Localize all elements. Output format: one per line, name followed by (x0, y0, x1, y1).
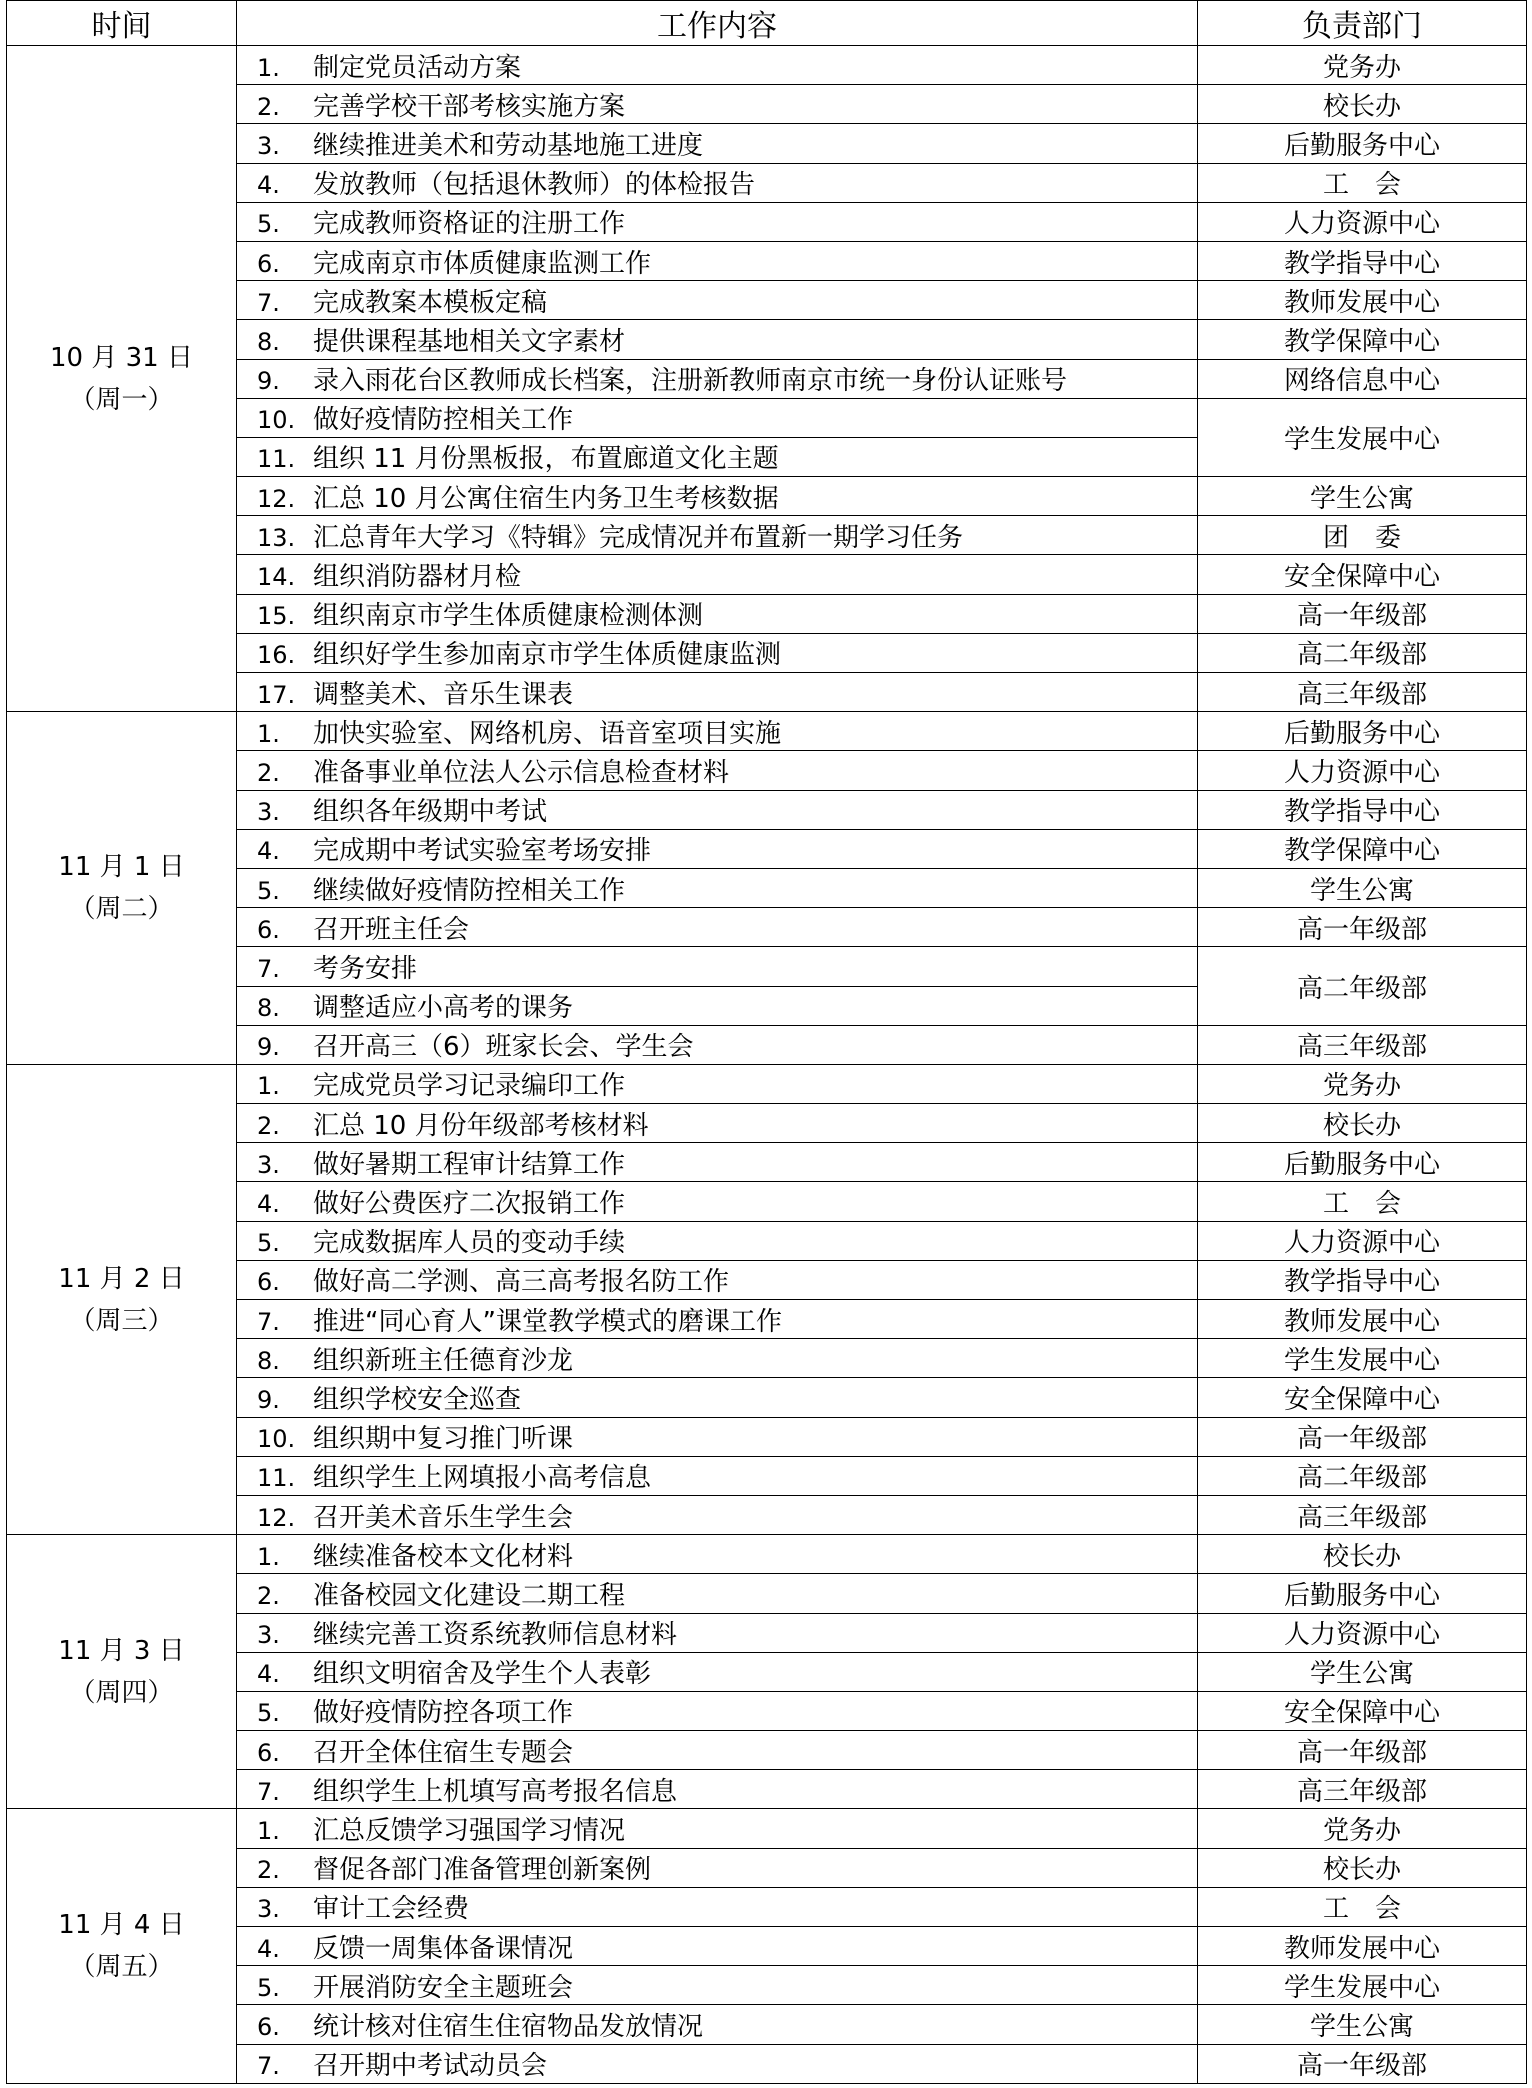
task-text: 汇总反馈学习强国学习情况 (313, 1816, 626, 1847)
task-number: 1. (257, 1542, 280, 1571)
task-number: 7. (257, 954, 280, 983)
task-cell (237, 202, 1198, 241)
task-number: 5. (257, 1229, 280, 1258)
task-cell (237, 947, 1198, 986)
task-text: 召开期中考试动员会 (313, 2051, 548, 2082)
task-text: 提供课程基地相关文字素材 (313, 326, 626, 357)
task-cell (237, 1025, 1198, 1064)
task-number: 4. (257, 837, 280, 866)
dept-cell: 高三年级部 (1198, 1495, 1527, 1534)
task-cell (237, 1143, 1198, 1182)
task-text: 组织学生上网填报小高考信息 (313, 1463, 652, 1494)
dept-cell: 高二年级部 (1198, 1456, 1527, 1495)
task-cell (237, 868, 1198, 907)
task-cell (237, 1260, 1198, 1299)
task-text: 调整美术、音乐生课表 (313, 679, 574, 710)
task-number: 6. (257, 1268, 280, 1297)
task-cell (237, 1182, 1198, 1221)
task-cell (237, 163, 1198, 202)
task-text: 组织 11 月份黑板报，布置廊道文化主题 (313, 444, 779, 475)
date-cell (7, 712, 237, 1065)
task-text: 组织新班主任德育沙龙 (313, 1345, 574, 1376)
task-text: 完成期中考试实验室考场安排 (313, 836, 652, 867)
schedule-table (6, 0, 1527, 2084)
task-cell (237, 1064, 1198, 1103)
task-text: 推进“同心育人”课堂教学模式的磨课工作 (313, 1306, 782, 1337)
task-text: 完成教案本模板定稿 (313, 287, 548, 318)
task-cell (237, 2005, 1198, 2044)
task-text: 召开美术音乐生学生会 (313, 1502, 574, 1533)
task-text: 组织学生上机填写高考报名信息 (313, 1776, 678, 1807)
task-number: 9. (257, 1033, 280, 1062)
task-number: 2. (257, 758, 280, 787)
task-cell (237, 790, 1198, 829)
dept-cell: 教学指导中心 (1198, 790, 1527, 829)
dept-cell: 高一年级部 (1198, 1417, 1527, 1456)
dept-cell: 后勤服务中心 (1198, 124, 1527, 163)
task-text: 组织消防器材月检 (313, 562, 522, 593)
dept-cell: 教学指导中心 (1198, 1260, 1527, 1299)
dept-cell: 安全保障中心 (1198, 1691, 1527, 1730)
task-cell (237, 1339, 1198, 1378)
task-text: 开展消防安全主题班会 (313, 1972, 574, 2003)
task-text: 完成南京市体质健康监测工作 (313, 248, 652, 279)
task-number: 8. (257, 1346, 280, 1375)
dept-cell: 党务办 (1198, 46, 1527, 85)
weekday-label: （周三） (69, 1305, 174, 1336)
dept-cell: 教学指导中心 (1198, 241, 1527, 280)
task-text: 统计核对住宿生住宿物品发放情况 (313, 2011, 704, 2042)
task-cell (237, 1770, 1198, 1809)
task-text: 组织文明宿舍及学生个人表彰 (313, 1659, 652, 1690)
task-cell (237, 751, 1198, 790)
task-number: 12. (257, 484, 296, 513)
dept-cell: 教师发展中心 (1198, 1300, 1527, 1339)
task-number: 17. (257, 680, 296, 709)
date-cell (7, 1535, 237, 1809)
task-number: 5. (257, 1699, 280, 1728)
task-text: 做好暑期工程审计结算工作 (313, 1149, 626, 1180)
task-number: 7. (257, 288, 280, 317)
task-text: 反馈一周集体备课情况 (313, 1933, 574, 1964)
task-cell (237, 281, 1198, 320)
task-number: 5. (257, 876, 280, 905)
dept-cell: 安全保障中心 (1198, 555, 1527, 594)
task-text: 加快实验室、网络机房、语音室项目实施 (313, 718, 782, 749)
task-text: 汇总 10 月公寓住宿生内务卫生考核数据 (313, 483, 779, 514)
task-cell (237, 1848, 1198, 1887)
dept-cell: 高二年级部 (1198, 633, 1527, 672)
task-cell (237, 1417, 1198, 1456)
table-row (7, 1535, 1527, 1574)
task-cell (237, 594, 1198, 633)
task-number: 7. (257, 1307, 280, 1336)
task-number: 3. (257, 1621, 280, 1650)
date-label: 10 月 31 日 (50, 342, 193, 373)
task-number: 2. (257, 1581, 280, 1610)
task-number: 10. (257, 406, 296, 435)
task-cell (237, 1456, 1198, 1495)
dept-cell: 高三年级部 (1198, 1770, 1527, 1809)
dept-cell: 高一年级部 (1198, 1731, 1527, 1770)
dept-cell: 高三年级部 (1198, 1025, 1527, 1064)
task-cell (237, 1221, 1198, 1260)
task-text: 召开班主任会 (313, 914, 470, 945)
table-row (7, 46, 1527, 85)
dept-cell: 教师发展中心 (1198, 281, 1527, 320)
task-number: 6. (257, 915, 280, 944)
task-number: 1. (257, 1072, 280, 1101)
task-cell (237, 1691, 1198, 1730)
dept-cell: 安全保障中心 (1198, 1378, 1527, 1417)
task-number: 12. (257, 1503, 296, 1532)
task-text: 督促各部门准备管理创新案例 (313, 1855, 652, 1886)
task-cell (237, 1495, 1198, 1534)
task-text: 组织南京市学生体质健康检测体测 (313, 601, 704, 632)
task-number: 1. (257, 719, 280, 748)
task-number: 16. (257, 641, 296, 670)
dept-cell: 学生公寓 (1198, 868, 1527, 907)
task-number: 3. (257, 1895, 280, 1924)
task-cell (237, 1887, 1198, 1926)
task-cell (237, 986, 1198, 1025)
dept-cell: 高三年级部 (1198, 673, 1527, 712)
header-content: 工作内容 (237, 1, 1198, 46)
task-number: 4. (257, 1934, 280, 1963)
task-number: 11. (257, 1464, 296, 1493)
task-cell (237, 437, 1198, 476)
task-number: 7. (257, 1777, 280, 1806)
task-cell (237, 1809, 1198, 1848)
weekday-label: （周二） (69, 894, 174, 925)
task-number: 4. (257, 1190, 280, 1219)
task-number: 6. (257, 249, 280, 278)
task-text: 完成教师资格证的注册工作 (313, 209, 626, 240)
task-cell (237, 359, 1198, 398)
task-number: 11. (257, 445, 296, 474)
task-cell (237, 1966, 1198, 2005)
date-label: 11 月 2 日 (58, 1263, 185, 1294)
task-text: 继续做好疫情防控相关工作 (313, 875, 626, 906)
task-cell (237, 712, 1198, 751)
schedule-body (7, 46, 1527, 2084)
task-number: 1. (257, 1817, 280, 1846)
header-dept: 负责部门 (1198, 1, 1527, 46)
dept-cell: 高一年级部 (1198, 2044, 1527, 2083)
dept-cell: 高一年级部 (1198, 594, 1527, 633)
task-cell (237, 1927, 1198, 1966)
task-number: 2. (257, 1111, 280, 1140)
task-cell (237, 46, 1198, 85)
task-number: 15. (257, 602, 296, 631)
task-text: 做好疫情防控相关工作 (313, 405, 574, 436)
dept-cell: 党务办 (1198, 1064, 1527, 1103)
task-number: 5. (257, 1973, 280, 2002)
task-text: 完成党员学习记录编印工作 (313, 1071, 626, 1102)
task-cell (237, 477, 1198, 516)
header-time: 时间 (7, 1, 237, 46)
dept-cell: 工 会 (1198, 163, 1527, 202)
weekday-label: （周四） (69, 1677, 174, 1708)
task-number: 13. (257, 523, 296, 552)
task-cell (237, 124, 1198, 163)
task-text: 汇总 10 月份年级部考核材料 (313, 1110, 649, 1141)
dept-cell: 校长办 (1198, 1535, 1527, 1574)
task-text: 组织学校安全巡查 (313, 1384, 522, 1415)
task-cell (237, 1652, 1198, 1691)
dept-cell: 网络信息中心 (1198, 359, 1527, 398)
task-number: 8. (257, 994, 280, 1023)
date-cell (7, 46, 237, 712)
dept-cell: 教学保障中心 (1198, 320, 1527, 359)
task-number: 4. (257, 171, 280, 200)
task-cell (237, 1378, 1198, 1417)
task-text: 考务安排 (313, 953, 418, 984)
task-number: 1. (257, 53, 280, 82)
dept-cell: 教学保障中心 (1198, 829, 1527, 868)
dept-cell: 工 会 (1198, 1887, 1527, 1926)
task-text: 继续准备校本文化材料 (313, 1541, 574, 1572)
task-text: 召开全体住宿生专题会 (313, 1737, 574, 1768)
header-row (7, 1, 1527, 46)
task-cell (237, 633, 1198, 672)
task-cell (237, 673, 1198, 712)
dept-cell: 后勤服务中心 (1198, 1143, 1527, 1182)
weekday-label: （周一） (69, 384, 174, 415)
task-text: 调整适应小高考的课务 (313, 993, 574, 1024)
dept-cell: 校长办 (1198, 1104, 1527, 1143)
weekday-label: （周五） (69, 1952, 174, 1983)
task-text: 召开高三（6）班家长会、学生会 (313, 1032, 694, 1063)
task-cell (237, 2044, 1198, 2083)
dept-cell: 校长办 (1198, 85, 1527, 124)
dept-cell: 工 会 (1198, 1182, 1527, 1221)
task-text: 制定党员活动方案 (313, 52, 522, 83)
task-cell (237, 908, 1198, 947)
dept-cell: 党务办 (1198, 1809, 1527, 1848)
task-cell (237, 241, 1198, 280)
dept-cell: 学生公寓 (1198, 2005, 1527, 2044)
table-row (7, 1809, 1527, 1848)
date-label: 11 月 3 日 (58, 1635, 185, 1666)
task-number: 9. (257, 367, 280, 396)
dept-cell: 后勤服务中心 (1198, 712, 1527, 751)
task-cell (237, 1574, 1198, 1613)
task-number: 6. (257, 1738, 280, 1767)
task-number: 7. (257, 2052, 280, 2081)
task-text: 组织好学生参加南京市学生体质健康监测 (313, 640, 782, 671)
dept-cell: 人力资源中心 (1198, 751, 1527, 790)
date-label: 11 月 4 日 (58, 1910, 185, 1941)
table-row (7, 1064, 1527, 1103)
task-number: 9. (257, 1385, 280, 1414)
task-text: 继续推进美术和劳动基地施工进度 (313, 130, 704, 161)
task-number: 2. (257, 1856, 280, 1885)
task-number: 5. (257, 210, 280, 239)
task-cell (237, 85, 1198, 124)
task-number: 2. (257, 92, 280, 121)
task-text: 准备事业单位法人公示信息检查材料 (313, 757, 730, 788)
task-number: 3. (257, 131, 280, 160)
dept-cell: 学生公寓 (1198, 477, 1527, 516)
task-cell (237, 555, 1198, 594)
task-number: 8. (257, 327, 280, 356)
dept-cell: 高二年级部 (1198, 947, 1527, 1025)
dept-cell: 人力资源中心 (1198, 202, 1527, 241)
dept-cell: 学生公寓 (1198, 1652, 1527, 1691)
task-text: 审计工会经费 (313, 1894, 470, 1925)
task-number: 14. (257, 563, 296, 592)
task-text: 组织各年级期中考试 (313, 797, 548, 828)
task-cell (237, 1300, 1198, 1339)
task-text: 做好疫情防控各项工作 (313, 1698, 574, 1729)
date-cell (7, 1809, 237, 2083)
task-cell (237, 1104, 1198, 1143)
task-text: 录入雨花台区教师成长档案，注册新教师南京市统一身份认证账号 (313, 366, 1068, 397)
dept-cell: 后勤服务中心 (1198, 1574, 1527, 1613)
task-cell (237, 1535, 1198, 1574)
table-row (7, 712, 1527, 751)
date-cell (7, 1064, 237, 1534)
dept-cell: 教师发展中心 (1198, 1927, 1527, 1966)
dept-cell: 学生发展中心 (1198, 1339, 1527, 1378)
task-cell (237, 398, 1198, 437)
task-number: 3. (257, 798, 280, 827)
dept-cell: 人力资源中心 (1198, 1221, 1527, 1260)
task-text: 继续完善工资系统教师信息材料 (313, 1620, 678, 1651)
dept-cell: 学生发展中心 (1198, 1966, 1527, 2005)
task-number: 3. (257, 1150, 280, 1179)
task-cell (237, 1731, 1198, 1770)
task-number: 10. (257, 1425, 296, 1454)
dept-cell: 团 委 (1198, 516, 1527, 555)
task-text: 汇总青年大学习《特辑》完成情况并布置新一期学习任务 (313, 522, 964, 553)
dept-cell: 校长办 (1198, 1848, 1527, 1887)
task-text: 做好高二学测、高三高考报名防工作 (313, 1267, 730, 1298)
dept-cell: 高一年级部 (1198, 908, 1527, 947)
task-cell (237, 516, 1198, 555)
task-cell (237, 829, 1198, 868)
task-text: 准备校园文化建设二期工程 (313, 1580, 626, 1611)
task-text: 组织期中复习推门听课 (313, 1424, 574, 1455)
task-number: 4. (257, 1660, 280, 1689)
task-text: 完善学校干部考核实施方案 (313, 91, 626, 122)
dept-cell: 人力资源中心 (1198, 1613, 1527, 1652)
task-text: 完成数据库人员的变动手续 (313, 1228, 626, 1259)
date-label: 11 月 1 日 (58, 852, 185, 883)
task-number: 6. (257, 2012, 280, 2041)
task-cell (237, 1613, 1198, 1652)
task-text: 发放教师（包括退休教师）的体检报告 (313, 170, 756, 201)
dept-cell: 学生发展中心 (1198, 398, 1527, 476)
task-text: 做好公费医疗二次报销工作 (313, 1189, 626, 1220)
task-cell (237, 320, 1198, 359)
